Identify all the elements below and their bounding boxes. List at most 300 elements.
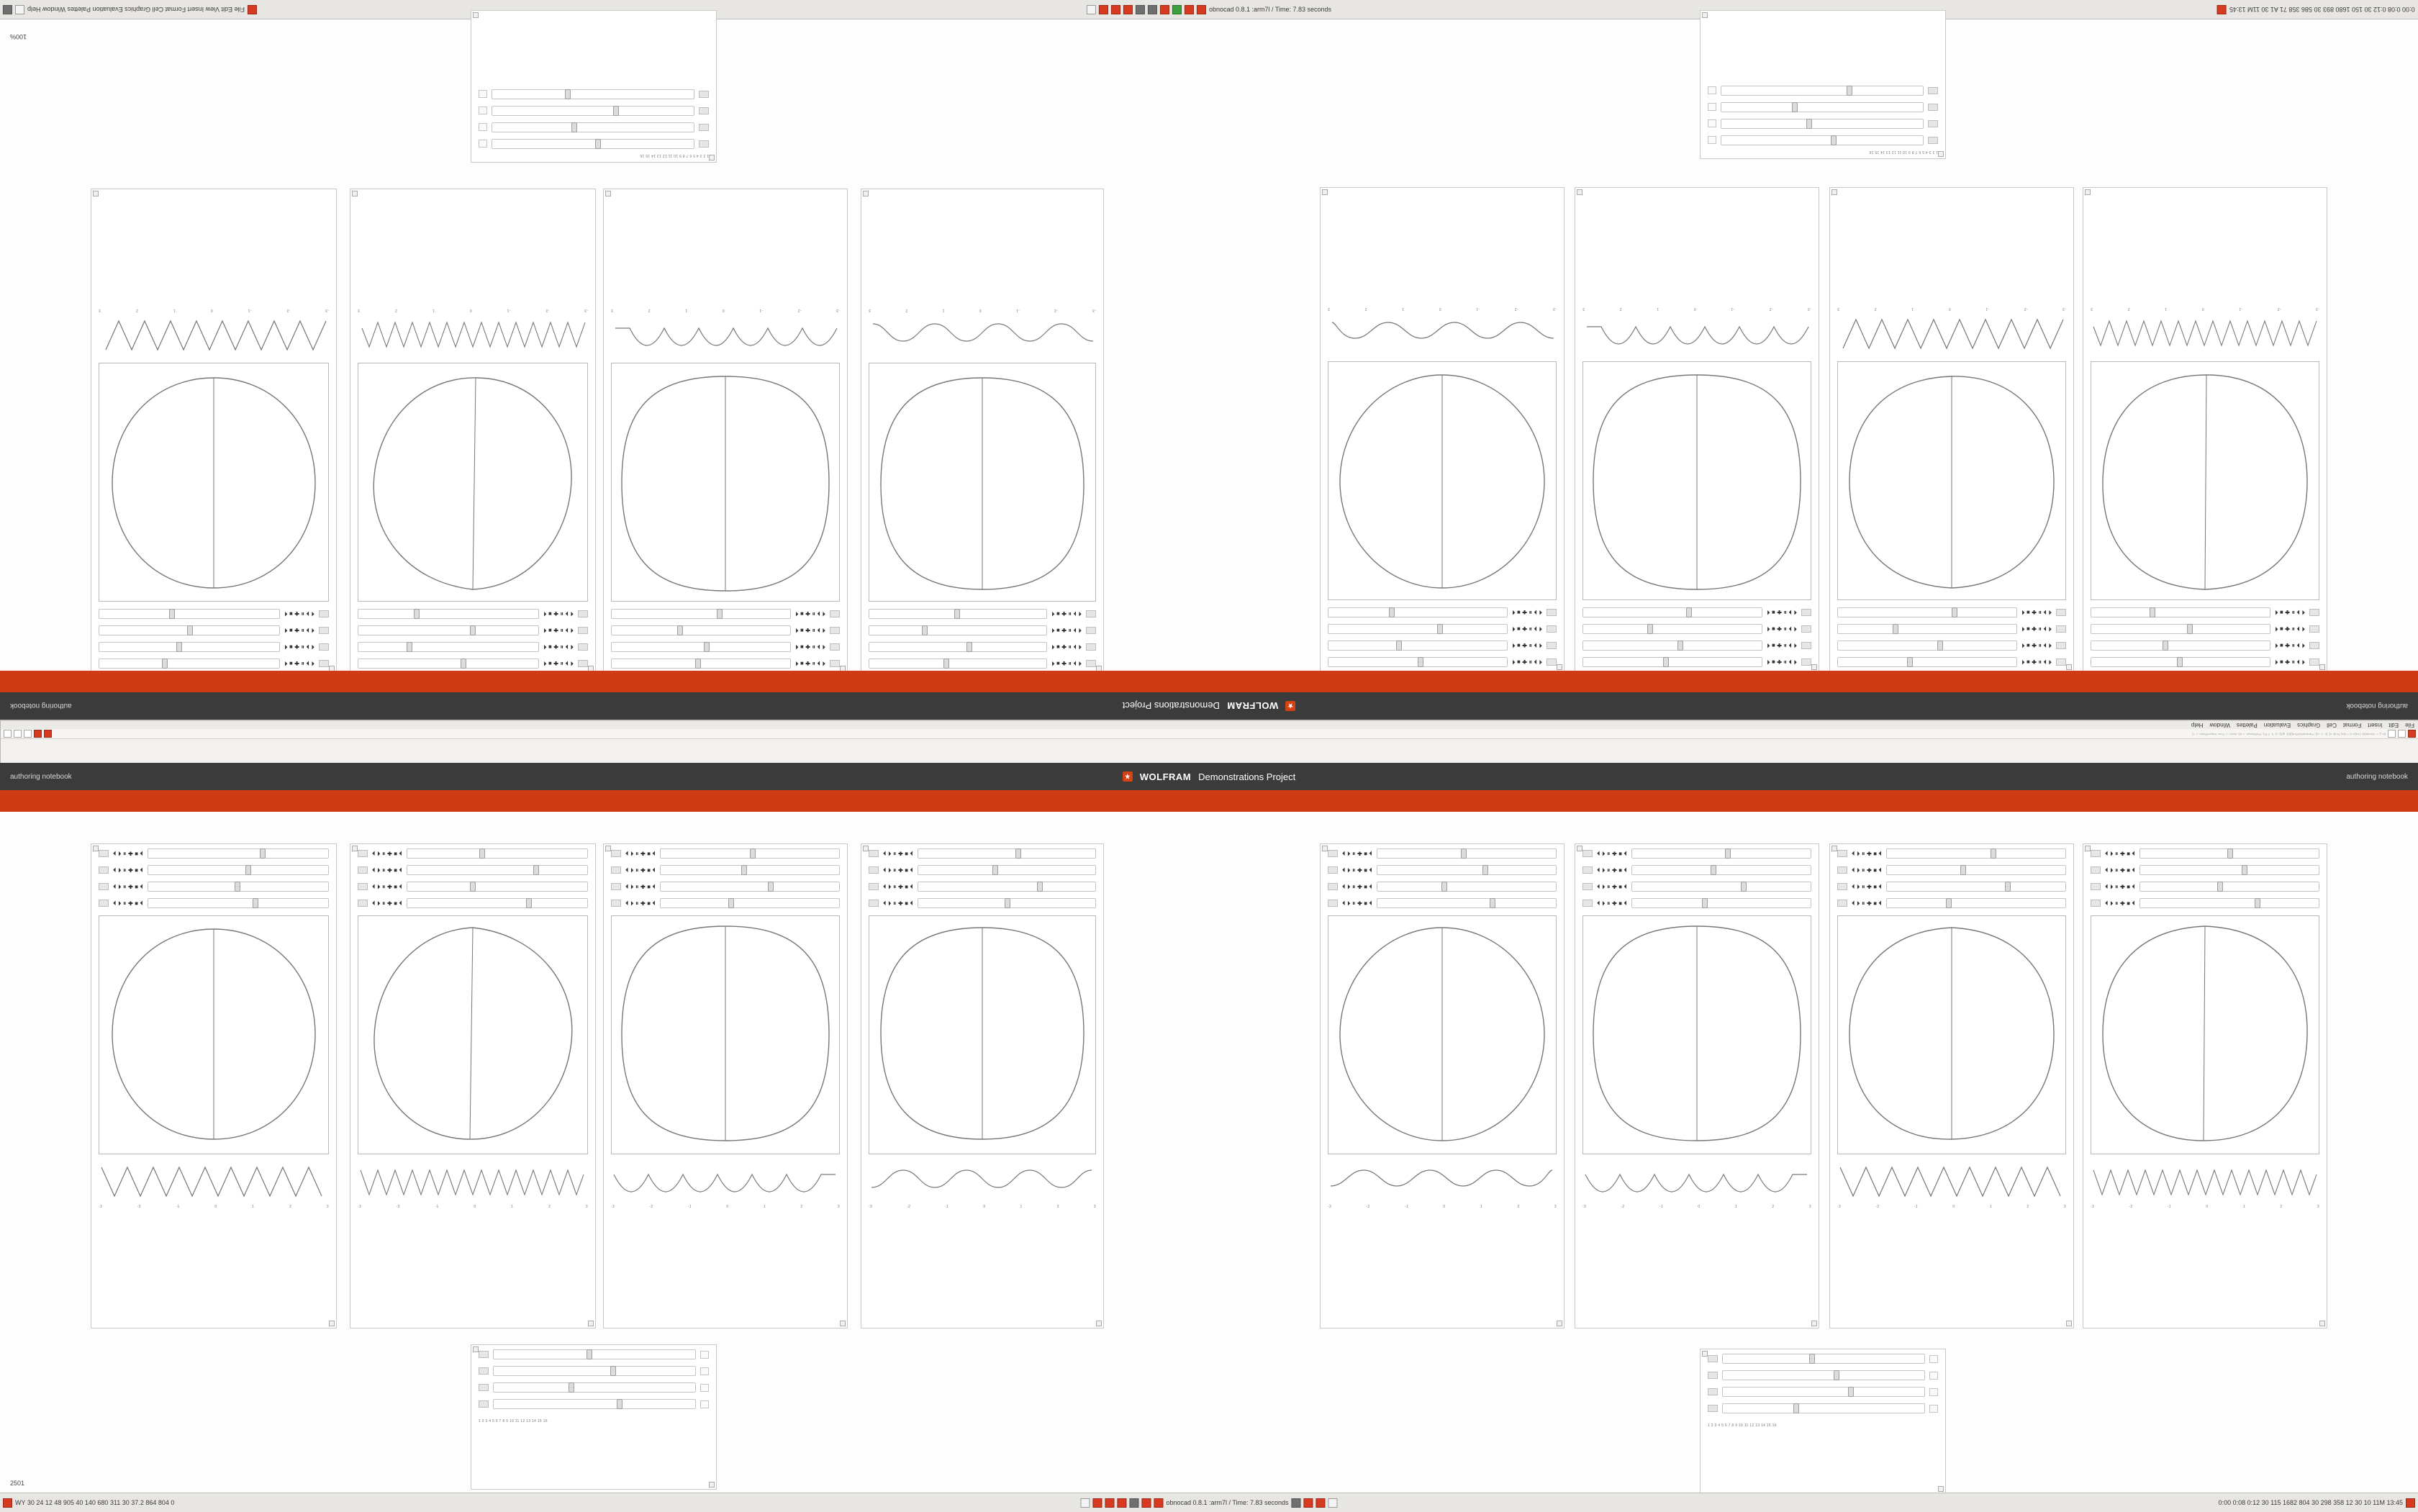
slider-track[interactable] xyxy=(1377,898,1557,908)
slider-thumb[interactable] xyxy=(992,865,998,875)
slider-thumb[interactable] xyxy=(1960,865,1966,875)
browser-icon[interactable] xyxy=(1136,5,1145,14)
slider-thumb[interactable] xyxy=(187,625,193,635)
slider-thumb[interactable] xyxy=(1663,657,1669,667)
slider-row[interactable] xyxy=(869,625,1096,635)
slider-track[interactable] xyxy=(1722,1387,1925,1397)
demo-8-controls-lower[interactable] xyxy=(2083,844,2327,913)
slider-thumb[interactable] xyxy=(1952,607,1957,617)
slider-track[interactable] xyxy=(1721,135,1924,145)
mail-icon[interactable] xyxy=(1141,1498,1151,1508)
slider-value-box[interactable] xyxy=(479,140,487,148)
slider-row[interactable] xyxy=(869,898,1096,908)
slider-row[interactable] xyxy=(99,898,329,908)
menu-item-window[interactable]: Window xyxy=(2209,722,2230,728)
animation-controls[interactable]: ⏴ ⏵ ⏸ ✚ ⏹ ⏴ xyxy=(284,610,314,618)
slider-track[interactable] xyxy=(407,865,588,875)
slider-track[interactable] xyxy=(918,898,1096,908)
slider-row[interactable] xyxy=(2091,640,2319,651)
copy-icon[interactable] xyxy=(24,730,32,738)
resize-handle-tl[interactable] xyxy=(93,846,99,851)
slider-row[interactable] xyxy=(1328,657,1557,667)
animation-controls[interactable]: ⏴ ⏵ ⏸ ✚ ⏹ ⏴ xyxy=(284,627,314,635)
slider-thumb[interactable] xyxy=(245,865,251,875)
demo-panel-8-mirror[interactable] xyxy=(2083,187,2327,672)
slider-value-box[interactable] xyxy=(1708,87,1716,95)
slider-track[interactable] xyxy=(1377,848,1557,859)
terminal-icon[interactable] xyxy=(1080,1498,1090,1508)
resize-handle-br[interactable] xyxy=(1557,1321,1562,1326)
resize-handle-br[interactable] xyxy=(1322,189,1328,195)
resize-handle-tl[interactable] xyxy=(605,846,611,851)
slider-row[interactable] xyxy=(1582,657,1811,667)
top-bar-right-group[interactable] xyxy=(2217,5,2415,14)
animation-controls[interactable]: ⏴ ⏵ ⏸ ✚ ⏹ ⏴ xyxy=(372,899,402,907)
slider-thumb[interactable] xyxy=(1005,898,1010,908)
slider-thumb[interactable] xyxy=(1396,640,1402,651)
animation-controls[interactable]: ⏴ ⏵ ⏸ ✚ ⏹ ⏴ xyxy=(1852,866,1882,874)
slider-value-box[interactable] xyxy=(1708,137,1716,145)
slider-track[interactable] xyxy=(1722,1403,1925,1413)
bottom-bar-left-group[interactable] xyxy=(3,1498,174,1508)
slider-track[interactable] xyxy=(660,865,840,875)
bottom-bar-right-group[interactable] xyxy=(2219,1498,2415,1508)
animation-controls[interactable]: ⏴ ⏵ ⏸ ✚ ⏹ ⏴ xyxy=(113,866,143,874)
slider-track[interactable] xyxy=(918,848,1096,859)
animation-controls[interactable]: ⏴ ⏵ ⏸ ✚ ⏹ ⏴ xyxy=(1597,899,1627,907)
animation-controls[interactable]: ⏴ ⏵ ⏸ ✚ ⏹ ⏴ xyxy=(543,627,574,635)
slider-thumb[interactable] xyxy=(610,1366,616,1376)
animation-controls[interactable]: ⏴ ⏵ ⏸ ✚ ⏹ ⏴ xyxy=(795,627,825,635)
slider-track[interactable] xyxy=(1328,624,1508,634)
demo-panel-8[interactable] xyxy=(2083,843,2327,1328)
resize-handle-br[interactable] xyxy=(473,12,479,18)
slider-track[interactable] xyxy=(148,898,329,908)
slider-track[interactable] xyxy=(869,658,1047,669)
slider-row[interactable] xyxy=(2091,607,2319,617)
animation-controls[interactable]: ⏴ ⏵ ⏸ ✚ ⏹ ⏴ xyxy=(2275,658,2305,666)
slider-value-box[interactable] xyxy=(1708,120,1716,128)
slider-row[interactable] xyxy=(2091,865,2319,875)
slider-track[interactable] xyxy=(1837,607,2017,617)
slider-thumb[interactable] xyxy=(2177,657,2183,667)
slider-thumb[interactable] xyxy=(2187,624,2193,634)
resize-handle-tl[interactable] xyxy=(1577,846,1582,851)
slider-row[interactable] xyxy=(869,865,1096,875)
slider-thumb[interactable] xyxy=(2005,882,2011,892)
resize-handle-br[interactable] xyxy=(352,191,358,196)
slider-thumb[interactable] xyxy=(1907,657,1913,667)
demo-panel-5[interactable] xyxy=(1320,843,1565,1328)
slider-thumb[interactable] xyxy=(2242,865,2247,875)
slider-track[interactable] xyxy=(660,848,840,859)
slider-row[interactable] xyxy=(479,1399,709,1409)
slider-track[interactable] xyxy=(358,658,539,669)
slider-thumb[interactable] xyxy=(1490,898,1495,908)
slider-track[interactable] xyxy=(2139,865,2319,875)
animation-controls[interactable]: ⏴ ⏵ ⏸ ✚ ⏹ ⏴ xyxy=(284,643,314,651)
slider-track[interactable] xyxy=(2139,848,2319,859)
animation-controls[interactable]: ⏴ ⏵ ⏸ ✚ ⏹ ⏴ xyxy=(113,849,143,857)
slider-thumb[interactable] xyxy=(1647,624,1653,634)
slider-track[interactable] xyxy=(1631,848,1811,859)
menu-item-graphics[interactable]: Graphics xyxy=(2297,722,2321,728)
slider-thumb[interactable] xyxy=(2217,882,2223,892)
slider-row[interactable] xyxy=(1328,640,1557,651)
slider-row[interactable] xyxy=(479,1382,709,1393)
slider-thumb[interactable] xyxy=(1741,882,1747,892)
slider-row[interactable] xyxy=(1837,607,2066,617)
slider-thumb[interactable] xyxy=(1037,882,1043,892)
slider-track[interactable] xyxy=(148,848,329,859)
slider-thumb[interactable] xyxy=(569,1382,574,1393)
slider-thumb[interactable] xyxy=(479,848,485,859)
bottom-system-bar[interactable] xyxy=(0,1493,2418,1512)
slider-row[interactable] xyxy=(1582,882,1811,892)
demo-4-controls[interactable] xyxy=(861,605,1103,673)
slider-track[interactable] xyxy=(1582,640,1762,651)
resize-handle-br[interactable] xyxy=(1577,189,1582,195)
demo-panel-1-mirror[interactable] xyxy=(91,189,337,674)
slider-row[interactable] xyxy=(1708,135,1938,145)
slider-thumb[interactable] xyxy=(1441,882,1447,892)
slider-track[interactable] xyxy=(2139,882,2319,892)
animation-controls[interactable]: ⏴ ⏵ ⏸ ✚ ⏹ ⏴ xyxy=(113,882,143,890)
animation-controls[interactable]: ⏴ ⏵ ⏸ ✚ ⏹ ⏴ xyxy=(1597,866,1627,874)
slider-thumb[interactable] xyxy=(1702,898,1708,908)
animation-controls[interactable]: ⏴ ⏵ ⏸ ✚ ⏹ ⏴ xyxy=(1512,642,1542,650)
palette-bottom-right[interactable] xyxy=(1700,1349,1946,1494)
demo-panel-5-mirror[interactable] xyxy=(1320,187,1565,672)
resize-handle-tl[interactable] xyxy=(863,846,869,851)
animation-controls[interactable]: ⏴ ⏵ ⏸ ✚ ⏹ ⏴ xyxy=(1767,642,1797,650)
top-system-bar[interactable] xyxy=(0,0,2418,19)
slider-track[interactable] xyxy=(492,89,694,99)
editor-toolbar[interactable] xyxy=(1,729,2418,739)
resize-handle-tl[interactable] xyxy=(2319,664,2325,670)
slider-row[interactable] xyxy=(611,625,840,635)
slider-thumb[interactable] xyxy=(595,139,601,149)
animation-controls[interactable]: ⏴ ⏵ ⏸ ✚ ⏹ ⏴ xyxy=(883,866,913,874)
slider-value-box[interactable] xyxy=(1929,1355,1938,1363)
slider-track[interactable] xyxy=(493,1382,696,1393)
animation-controls[interactable]: ⏴ ⏵ ⏸ ✚ ⏹ ⏴ xyxy=(883,882,913,890)
slider-track[interactable] xyxy=(407,848,588,859)
slider-row[interactable] xyxy=(1582,624,1811,634)
slider-thumb[interactable] xyxy=(1937,640,1943,651)
slider-thumb[interactable] xyxy=(533,865,539,875)
slider-thumb[interactable] xyxy=(1809,1354,1815,1364)
demo-panel-7[interactable] xyxy=(1829,843,2074,1328)
slider-thumb[interactable] xyxy=(728,898,734,908)
demo-1-controls-lower[interactable] xyxy=(91,844,336,913)
slider-thumb[interactable] xyxy=(2150,607,2155,617)
slider-thumb[interactable] xyxy=(1793,1403,1799,1413)
slider-track[interactable] xyxy=(99,642,280,652)
demo-3-controls-lower[interactable] xyxy=(604,844,847,913)
slider-value-box[interactable] xyxy=(1929,1405,1938,1413)
slider-thumb[interactable] xyxy=(176,642,182,652)
slider-row[interactable] xyxy=(99,848,329,859)
animation-controls[interactable]: ⏴ ⏵ ⏸ ✚ ⏹ ⏴ xyxy=(883,849,913,857)
resize-handle-br[interactable] xyxy=(1938,1486,1944,1492)
top-bar-left-group[interactable] xyxy=(3,5,257,14)
animation-controls[interactable]: ⏴ ⏵ ⏸ ✚ ⏹ ⏴ xyxy=(2105,849,2135,857)
menu-item-format[interactable]: Format xyxy=(2342,722,2362,728)
animation-controls[interactable]: ⏴ ⏵ ⏸ ✚ ⏹ ⏴ xyxy=(2105,882,2135,890)
slider-track[interactable] xyxy=(407,882,588,892)
slider-row[interactable] xyxy=(611,848,840,859)
slider-thumb[interactable] xyxy=(1848,1387,1854,1397)
slider-track[interactable] xyxy=(1582,657,1762,667)
grid-icon[interactable] xyxy=(3,5,12,14)
slider-track[interactable] xyxy=(1377,865,1557,875)
slider-thumb[interactable] xyxy=(2255,898,2260,908)
slider-track[interactable] xyxy=(358,642,539,652)
calendar-icon[interactable] xyxy=(1172,5,1182,14)
animation-controls[interactable]: ⏴ ⏵ ⏸ ✚ ⏹ ⏴ xyxy=(1512,609,1542,617)
slider-track[interactable] xyxy=(358,625,539,635)
slider-thumb[interactable] xyxy=(741,865,747,875)
run-icon[interactable] xyxy=(34,730,42,738)
slider-row[interactable] xyxy=(2091,848,2319,859)
slider-row[interactable] xyxy=(358,625,588,635)
resize-handle-tl[interactable] xyxy=(1938,151,1944,157)
slider-value-box[interactable] xyxy=(1929,1388,1938,1396)
slider-thumb[interactable] xyxy=(768,882,774,892)
slider-row[interactable] xyxy=(1837,865,2066,875)
slider-row[interactable] xyxy=(479,1349,709,1359)
palette-bottom-left[interactable] xyxy=(471,1344,717,1490)
slider-track[interactable] xyxy=(1722,1370,1925,1380)
slider-thumb[interactable] xyxy=(587,1349,592,1359)
animation-controls[interactable]: ⏴ ⏵ ⏸ ✚ ⏹ ⏴ xyxy=(1852,882,1882,890)
slider-thumb[interactable] xyxy=(1725,848,1731,859)
resize-handle-tl[interactable] xyxy=(473,1346,479,1352)
slider-thumb[interactable] xyxy=(526,898,532,908)
slider-value-box[interactable] xyxy=(479,124,487,132)
slider-thumb[interactable] xyxy=(1831,135,1837,145)
folder-icon[interactable] xyxy=(1148,5,1157,14)
palette-bottom-right-sliders[interactable] xyxy=(1701,1349,1945,1418)
palette-top-right[interactable] xyxy=(1700,10,1946,159)
settings-icon-2[interactable] xyxy=(1316,1498,1326,1508)
slider-track[interactable] xyxy=(611,642,791,652)
animation-controls[interactable]: ⏴ ⏵ ⏸ ✚ ⏹ ⏴ xyxy=(1512,658,1542,666)
demo-8-controls[interactable] xyxy=(2083,603,2327,671)
demo-panel-2-mirror[interactable] xyxy=(350,189,596,674)
resize-handle-br[interactable] xyxy=(863,191,869,196)
slider-track[interactable] xyxy=(493,1349,696,1359)
slider-row[interactable] xyxy=(1708,1403,1938,1413)
slider-row[interactable] xyxy=(479,139,709,149)
slider-thumb[interactable] xyxy=(717,609,723,619)
slider-thumb[interactable] xyxy=(1677,640,1683,651)
slider-thumb[interactable] xyxy=(705,642,710,652)
slider-row[interactable] xyxy=(358,658,588,669)
slider-thumb[interactable] xyxy=(677,625,683,635)
resize-handle-tl[interactable] xyxy=(1811,664,1817,670)
slider-thumb[interactable] xyxy=(750,848,756,859)
demo-panel-6-mirror[interactable] xyxy=(1575,187,1819,672)
slider-thumb[interactable] xyxy=(954,609,960,619)
slider-value-box[interactable] xyxy=(700,1367,709,1375)
slider-thumb[interactable] xyxy=(617,1399,622,1409)
slider-track[interactable] xyxy=(2091,607,2270,617)
slider-value-box[interactable] xyxy=(700,1351,709,1359)
slider-thumb[interactable] xyxy=(1482,865,1488,875)
slider-row[interactable] xyxy=(1328,882,1557,892)
slider-row[interactable] xyxy=(611,658,840,669)
animation-controls[interactable]: ⏴ ⏵ ⏸ ✚ ⏹ ⏴ xyxy=(1051,627,1082,635)
slider-track[interactable] xyxy=(1886,882,2066,892)
slider-thumb[interactable] xyxy=(470,625,476,635)
slider-thumb[interactable] xyxy=(613,106,619,116)
slider-row[interactable] xyxy=(1328,848,1557,859)
slider-thumb[interactable] xyxy=(943,658,949,669)
slider-track[interactable] xyxy=(1886,848,2066,859)
menu-item-edit[interactable]: Edit xyxy=(2388,722,2399,728)
resize-handle-br[interactable] xyxy=(1702,12,1708,18)
palette-top-left[interactable] xyxy=(471,10,717,163)
slider-thumb[interactable] xyxy=(235,882,240,892)
browser-icon[interactable] xyxy=(1129,1498,1138,1508)
close-icon[interactable] xyxy=(2408,730,2416,738)
slider-thumb[interactable] xyxy=(1991,848,1996,859)
menu-item-insert[interactable]: Insert xyxy=(2368,722,2383,728)
maximize-icon[interactable] xyxy=(2398,730,2406,738)
slider-row[interactable] xyxy=(611,882,840,892)
slider-thumb[interactable] xyxy=(2163,640,2168,651)
slider-row[interactable] xyxy=(1582,898,1811,908)
slider-row[interactable] xyxy=(2091,898,2319,908)
resize-handle-tl[interactable] xyxy=(352,846,358,851)
slider-row[interactable] xyxy=(1708,1387,1938,1397)
slider-row[interactable] xyxy=(1328,865,1557,875)
slider-row[interactable] xyxy=(99,865,329,875)
animation-controls[interactable]: ⏴ ⏵ ⏸ ✚ ⏹ ⏴ xyxy=(543,610,574,618)
slider-track[interactable] xyxy=(1886,898,2066,908)
resize-handle-tl[interactable] xyxy=(1831,846,1837,851)
slider-row[interactable] xyxy=(2091,882,2319,892)
slider-row[interactable] xyxy=(1837,882,2066,892)
slider-row[interactable] xyxy=(99,642,329,652)
slider-track[interactable] xyxy=(492,139,694,149)
demo-6-controls-lower[interactable] xyxy=(1575,844,1819,913)
resize-handle-br[interactable] xyxy=(1096,1321,1102,1326)
slider-track[interactable] xyxy=(918,882,1096,892)
demo-panel-4-mirror[interactable] xyxy=(861,189,1104,674)
slider-row[interactable] xyxy=(1328,607,1557,617)
power-icon[interactable] xyxy=(248,5,257,14)
menu-item-cell[interactable]: Cell xyxy=(2327,722,2337,728)
slider-thumb[interactable] xyxy=(169,609,175,619)
slider-row[interactable] xyxy=(869,658,1096,669)
animation-controls[interactable]: ⏴ ⏵ ⏸ ✚ ⏹ ⏴ xyxy=(625,849,656,857)
resize-handle-tl[interactable] xyxy=(2085,846,2091,851)
resize-handle-tl[interactable] xyxy=(1557,664,1562,670)
slider-thumb[interactable] xyxy=(571,122,577,132)
animation-controls[interactable]: ⏴ ⏵ ⏸ ✚ ⏹ ⏴ xyxy=(625,899,656,907)
slider-row[interactable] xyxy=(358,642,588,652)
slider-thumb[interactable] xyxy=(1847,86,1852,96)
resize-handle-br[interactable] xyxy=(93,191,99,196)
record-icon-3[interactable] xyxy=(1123,5,1133,14)
animation-controls[interactable]: ⏴ ⏵ ⏸ ✚ ⏹ ⏴ xyxy=(2021,642,2052,650)
slider-track[interactable] xyxy=(611,625,791,635)
slider-track[interactable] xyxy=(493,1366,696,1376)
animation-controls[interactable]: ⏴ ⏵ ⏸ ✚ ⏹ ⏴ xyxy=(1597,849,1627,857)
slider-thumb[interactable] xyxy=(253,898,258,908)
slider-row[interactable] xyxy=(1708,102,1938,112)
animation-controls[interactable]: ⏴ ⏵ ⏸ ✚ ⏹ ⏴ xyxy=(2275,609,2305,617)
grid-icon[interactable] xyxy=(1328,1498,1338,1508)
animation-controls[interactable]: ⏴ ⏵ ⏸ ✚ ⏹ ⏴ xyxy=(883,899,913,907)
slider-row[interactable] xyxy=(2091,657,2319,667)
slider-row[interactable] xyxy=(358,898,588,908)
animation-controls[interactable]: ⏴ ⏵ ⏸ ✚ ⏹ ⏴ xyxy=(1342,882,1372,890)
save-icon[interactable] xyxy=(4,730,12,738)
animation-controls[interactable]: ⏴ ⏵ ⏸ ✚ ⏹ ⏴ xyxy=(1342,849,1372,857)
editor-code-line[interactable]: f[x_] := Sum[a[k] Cos[k x] + b[k] Sin[k x], {k, 1, n}]; ParametricPlot[{f[t], g[t]}, {t, 0, 2 Pi}, PlotRange -> All, Axes -> True, AspectRatio -> 1] xyxy=(2192,732,2386,736)
demo-2-controls-lower[interactable] xyxy=(350,844,595,913)
animation-controls[interactable]: ⏴ ⏵ ⏸ ✚ ⏹ ⏴ xyxy=(2275,625,2305,633)
resize-handle-tl[interactable] xyxy=(2066,664,2072,670)
resize-handle-br[interactable] xyxy=(2085,189,2091,195)
animation-controls[interactable]: ⏴ ⏵ ⏸ ✚ ⏹ ⏴ xyxy=(2021,609,2052,617)
menu-item-evaluation[interactable]: Evaluation xyxy=(2263,722,2291,728)
demo-5-controls-lower[interactable] xyxy=(1321,844,1564,913)
slider-row[interactable] xyxy=(1837,848,2066,859)
media-icon[interactable] xyxy=(1154,1498,1163,1508)
slider-row[interactable] xyxy=(1708,119,1938,129)
slider-thumb[interactable] xyxy=(922,625,928,635)
stop-icon[interactable] xyxy=(44,730,52,738)
slider-track[interactable] xyxy=(1582,624,1762,634)
slider-track[interactable] xyxy=(99,625,280,635)
demo-panel-4[interactable] xyxy=(861,843,1104,1328)
slider-track[interactable] xyxy=(918,865,1096,875)
menu-icon[interactable] xyxy=(15,5,24,14)
slider-thumb[interactable] xyxy=(461,658,466,669)
slider-thumb[interactable] xyxy=(1686,607,1692,617)
resize-handle-br[interactable] xyxy=(605,191,611,196)
demo-panel-6[interactable] xyxy=(1575,843,1819,1328)
close-icon[interactable] xyxy=(2217,5,2227,14)
slider-track[interactable] xyxy=(1631,898,1811,908)
slider-row[interactable] xyxy=(479,89,709,99)
slider-track[interactable] xyxy=(1582,607,1762,617)
animation-controls[interactable]: ⏴ ⏵ ⏸ ✚ ⏹ ⏴ xyxy=(2021,625,2052,633)
slider-track[interactable] xyxy=(869,609,1047,619)
folder-icon[interactable] xyxy=(1292,1498,1301,1508)
animation-controls[interactable]: ⏴ ⏵ ⏸ ✚ ⏹ ⏴ xyxy=(284,660,314,668)
record-icon-3[interactable] xyxy=(1117,1498,1126,1508)
record-icon[interactable] xyxy=(1092,1498,1102,1508)
media-icon[interactable] xyxy=(1185,5,1194,14)
slider-row[interactable] xyxy=(611,898,840,908)
slider-track[interactable] xyxy=(148,882,329,892)
slider-track[interactable] xyxy=(1328,640,1508,651)
animation-controls[interactable]: ⏴ ⏵ ⏸ ✚ ⏹ ⏴ xyxy=(795,643,825,651)
slider-track[interactable] xyxy=(1837,624,2017,634)
slider-thumb[interactable] xyxy=(1437,624,1443,634)
animation-controls[interactable]: ⏴ ⏵ ⏸ ✚ ⏹ ⏴ xyxy=(2021,658,2052,666)
slider-row[interactable] xyxy=(99,625,329,635)
slider-thumb[interactable] xyxy=(1015,848,1021,859)
slider-thumb[interactable] xyxy=(414,609,420,619)
palette-right-sliders[interactable] xyxy=(1701,81,1945,150)
